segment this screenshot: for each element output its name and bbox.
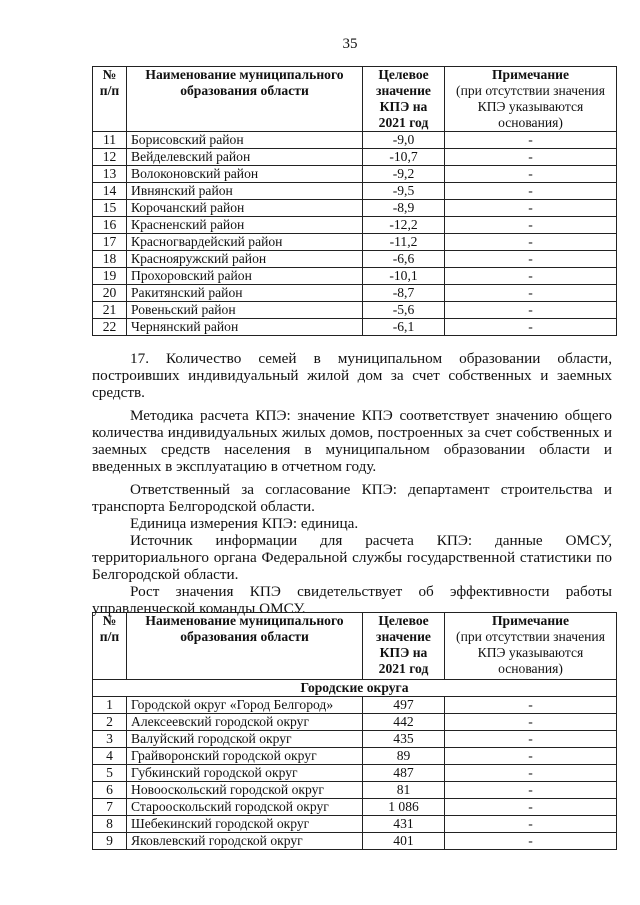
row-number: 9: [93, 833, 127, 850]
information-source: Источник информации для расчета КПЭ: данные ОМСУ, территориального органа Федеральной службы государственной статистики по Белгородской области.: [92, 532, 612, 583]
row-number: 19: [93, 268, 127, 285]
header-note: [445, 613, 617, 680]
row-note: -: [445, 285, 617, 302]
row-target-value: -12,2: [363, 217, 445, 234]
row-note: -: [445, 319, 617, 336]
row-municipality: Губкинский городской округ: [127, 765, 363, 782]
row-number: 2: [93, 714, 127, 731]
header-note-title: Примечание: [491, 67, 570, 82]
row-number: 13: [93, 166, 127, 183]
header-municipality: Наименование муниципального образования области: [127, 613, 363, 680]
row-note: -: [445, 799, 617, 816]
row-number: 3: [93, 731, 127, 748]
header-note-title: Примечание: [491, 613, 570, 628]
row-number: 16: [93, 217, 127, 234]
row-municipality: Чернянский район: [127, 319, 363, 336]
row-note: -: [445, 132, 617, 149]
row-target-value: 442: [363, 714, 445, 731]
row-target-value: -9,0: [363, 132, 445, 149]
table-row: [93, 149, 617, 166]
row-number: 18: [93, 251, 127, 268]
group-row: [93, 680, 617, 697]
row-target-value: 1 086: [363, 799, 445, 816]
table-row: [93, 132, 617, 149]
row-number: 5: [93, 765, 127, 782]
table-row: [93, 799, 617, 816]
table-row: [93, 714, 617, 731]
row-number: 14: [93, 183, 127, 200]
table-row: [93, 251, 617, 268]
row-municipality: Красногвардейский район: [127, 234, 363, 251]
header-target-value: Целевое значение КПЭ на 2021 год: [363, 67, 445, 132]
row-number: 4: [93, 748, 127, 765]
row-note: -: [445, 251, 617, 268]
table-row: [93, 319, 617, 336]
table-row: [93, 285, 617, 302]
row-target-value: -8,7: [363, 285, 445, 302]
row-target-value: 431: [363, 816, 445, 833]
row-number: 11: [93, 132, 127, 149]
row-note: -: [445, 166, 617, 183]
row-municipality: Вейделевский район: [127, 149, 363, 166]
row-target-value: 435: [363, 731, 445, 748]
table-row: [93, 268, 617, 285]
table-row: [93, 166, 617, 183]
row-target-value: -6,6: [363, 251, 445, 268]
row-municipality: Красненский район: [127, 217, 363, 234]
header-municipality: Наименование муниципального образования области: [127, 67, 363, 132]
unit-of-measure: Единица измерения КПЭ: единица.: [130, 515, 359, 532]
table-row: [93, 816, 617, 833]
row-note: -: [445, 200, 617, 217]
row-number: 22: [93, 319, 127, 336]
page-number: 35: [342, 36, 358, 52]
row-number: 6: [93, 782, 127, 799]
row-note: -: [445, 217, 617, 234]
row-note: -: [445, 816, 617, 833]
row-municipality: Новооскольский городской округ: [127, 782, 363, 799]
row-municipality: Ракитянский район: [127, 285, 363, 302]
table-row: [93, 731, 617, 748]
row-target-value: 401: [363, 833, 445, 850]
row-target-value: 89: [363, 748, 445, 765]
row-note: -: [445, 268, 617, 285]
row-target-value: -9,2: [363, 166, 445, 183]
row-municipality: Борисовский район: [127, 132, 363, 149]
row-target-value: -5,6: [363, 302, 445, 319]
row-number: 7: [93, 799, 127, 816]
growth-interpretation: Рост значения КПЭ свидетельствует об эффективности работы управленческой команды ОМСУ.: [92, 583, 612, 617]
row-target-value: -9,5: [363, 183, 445, 200]
row-number: 15: [93, 200, 127, 217]
row-number: 8: [93, 816, 127, 833]
table-row: [93, 200, 617, 217]
row-target-value: -6,1: [363, 319, 445, 336]
header-number: № п/п: [93, 67, 127, 132]
row-note: -: [445, 782, 617, 799]
responsible-department: Ответственный за согласование КПЭ: департамент строительства и транспорта Белгородской области.: [92, 481, 612, 515]
row-municipality: Грайворонский городской округ: [127, 748, 363, 765]
row-municipality: Старооскольский городской округ: [127, 799, 363, 816]
row-note: -: [445, 183, 617, 200]
indicator-description: [92, 350, 612, 617]
table-row: [93, 234, 617, 251]
row-municipality: Прохоровский район: [127, 268, 363, 285]
header-target-value: Целевое значение КПЭ на 2021 год: [363, 613, 445, 680]
row-municipality: Ивнянский район: [127, 183, 363, 200]
row-municipality: Корочанский район: [127, 200, 363, 217]
kpe-table-districts: [92, 66, 617, 336]
row-number: 17: [93, 234, 127, 251]
table-row: [93, 183, 617, 200]
header-note: [445, 67, 617, 132]
row-municipality: Волоконовский район: [127, 166, 363, 183]
row-target-value: -10,7: [363, 149, 445, 166]
kpe-table-city-districts: [92, 612, 617, 850]
row-note: -: [445, 302, 617, 319]
header-note-sub: (при отсутствии значения КПЭ указываются основания): [456, 629, 605, 676]
row-target-value: -10,1: [363, 268, 445, 285]
table-row: [93, 697, 617, 714]
row-municipality: Яковлевский городской округ: [127, 833, 363, 850]
row-note: -: [445, 714, 617, 731]
row-number: 21: [93, 302, 127, 319]
header-number: № п/п: [93, 613, 127, 680]
row-note: -: [445, 833, 617, 850]
table-header-row: [93, 67, 617, 132]
row-note: -: [445, 765, 617, 782]
row-target-value: -8,9: [363, 200, 445, 217]
calculation-method: Методика расчета КПЭ: значение КПЭ соответствует значению общего количества индивидуальных жилых домов, построенных за счет собственных и заемных средств населения в муниципальном образовании области и введенных в эксплуатацию в отчетном году.: [92, 407, 612, 475]
table-row: [93, 765, 617, 782]
row-target-value: 497: [363, 697, 445, 714]
table-row: [93, 833, 617, 850]
table-row: [93, 217, 617, 234]
row-target-value: 487: [363, 765, 445, 782]
row-municipality: Ровеньский район: [127, 302, 363, 319]
row-municipality: Алексеевский городской округ: [127, 714, 363, 731]
indicator-title: 17. Количество семей в муниципальном образовании области, построивших индивидуальный жилой дом за счет собственных и заемных средств.: [92, 350, 612, 401]
row-municipality: Городской округ «Город Белгород»: [127, 697, 363, 714]
group-label: Городские округа: [93, 680, 617, 697]
row-number: 1: [93, 697, 127, 714]
row-note: -: [445, 748, 617, 765]
row-municipality: Валуйский городской округ: [127, 731, 363, 748]
row-number: 20: [93, 285, 127, 302]
table-row: [93, 748, 617, 765]
row-number: 12: [93, 149, 127, 166]
row-target-value: 81: [363, 782, 445, 799]
row-target-value: -11,2: [363, 234, 445, 251]
table-row: [93, 782, 617, 799]
row-municipality: Шебекинский городской округ: [127, 816, 363, 833]
row-note: -: [445, 731, 617, 748]
row-municipality: Краснояружский район: [127, 251, 363, 268]
row-note: -: [445, 697, 617, 714]
row-note: -: [445, 149, 617, 166]
table-row: [93, 302, 617, 319]
row-note: -: [445, 234, 617, 251]
table-header-row: [93, 613, 617, 680]
header-note-sub: (при отсутствии значения КПЭ указываются основания): [456, 83, 605, 130]
